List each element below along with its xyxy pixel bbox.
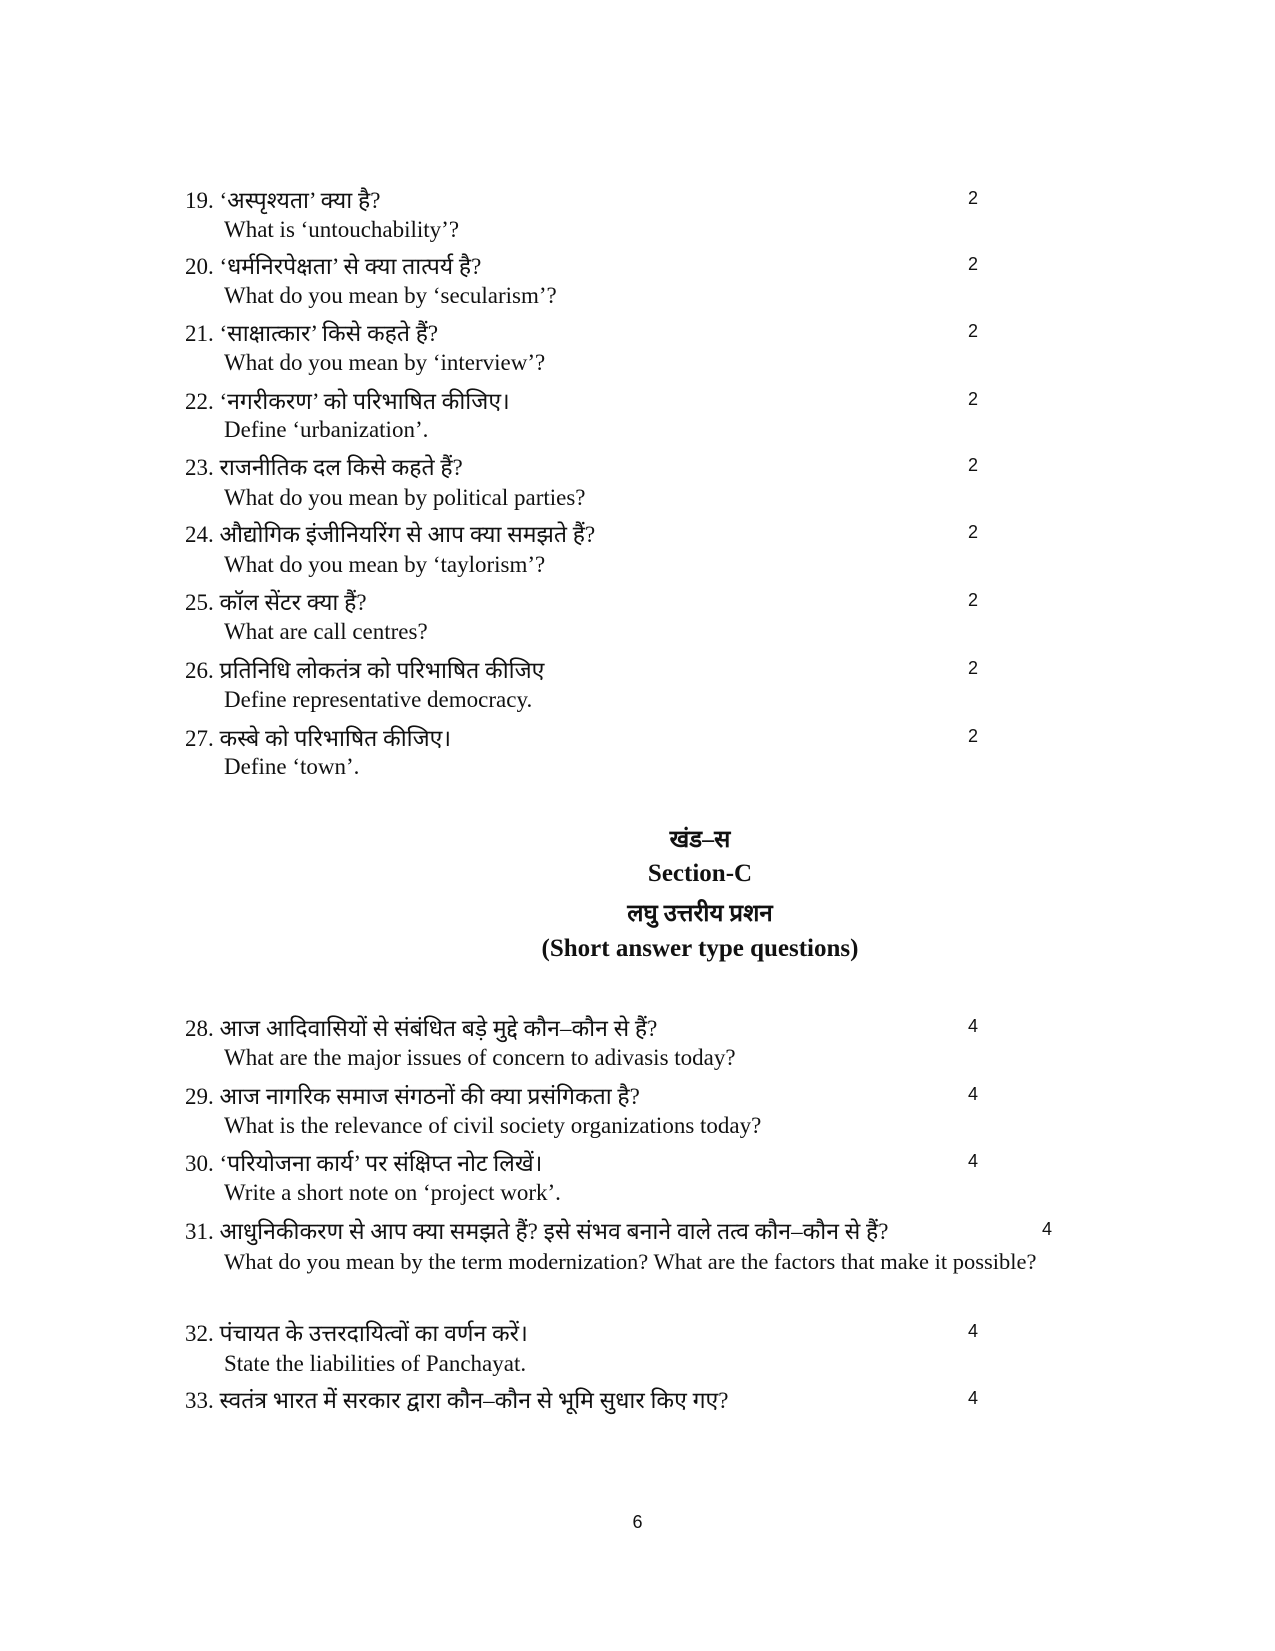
question-31-hindi: 31. आधुनिकीकरण से आप क्या समझते हैं? इसे संभव बनाने वाले तत्व कौन–कौन से हैं? (185, 1219, 889, 1244)
question-25-marks: 2 (968, 590, 979, 610)
question-27-english: Define ‘town’. (224, 754, 360, 779)
question-29-hindi: 29. आज नागरिक समाज संगठनों की क्या प्रसंगिकता है? (185, 1084, 640, 1109)
question-19-marks: 2 (968, 188, 979, 208)
question-20-hindi: 20. ‘धर्मनिरपेक्षता’ से क्या तात्पर्य है? (185, 254, 482, 279)
question-25-hindi: 25. कॉल सेंटर क्या हैं? (185, 590, 367, 615)
question-19-english: What is ‘untouchability’? (224, 217, 460, 242)
question-22-hindi: 22. ‘नगरीकरण’ को परिभाषित कीजिए। (185, 389, 510, 414)
question-24-english: What do you mean by ‘taylorism’? (224, 552, 546, 577)
question-24-hindi: 24. औद्योगिक इंजीनियरिंग से आप क्या समझते हैं? (185, 522, 596, 547)
question-19-hindi: 19. ‘अस्पृश्यता’ क्या है? (185, 188, 381, 213)
question-20-marks: 2 (968, 254, 979, 274)
question-33-marks: 4 (968, 1388, 979, 1408)
question-21-marks: 2 (968, 321, 979, 341)
question-20-english: What do you mean by ‘secularism’? (224, 283, 557, 308)
question-22-english: Define ‘urbanization’. (224, 417, 429, 442)
page-number: 6 (632, 1512, 643, 1532)
question-30-hindi: 30. ‘परियोजना कार्य’ पर संक्षिप्त नोट लिखें। (185, 1151, 543, 1176)
question-29-marks: 4 (968, 1084, 979, 1104)
question-28-english: What are the major issues of concern to adivasis today? (224, 1045, 736, 1070)
section-hindi-subtitle: लघु उत्तरीय प्रशन (627, 901, 773, 927)
question-23-hindi: 23. राजनीतिक दल किसे कहते हैं? (185, 455, 463, 480)
question-21-english: What do you mean by ‘interview’? (224, 350, 546, 375)
question-27-hindi: 27. कस्बे को परिभाषित कीजिए। (185, 726, 452, 751)
section-english-subtitle: (Short answer type questions) (541, 935, 859, 962)
question-30-marks: 4 (968, 1151, 979, 1171)
question-26-marks: 2 (968, 658, 979, 678)
section-english-title: Section-C (647, 860, 753, 887)
question-32-marks: 4 (968, 1321, 979, 1341)
question-23-english: What do you mean by political parties? (224, 485, 586, 510)
question-26-english: Define representative democracy. (224, 687, 533, 712)
question-25-english: What are call centres? (224, 619, 428, 644)
question-27-marks: 2 (968, 726, 979, 746)
question-21-hindi: 21. ‘साक्षात्कार’ किसे कहते हैं? (185, 321, 439, 346)
question-22-marks: 2 (968, 389, 979, 409)
question-26-hindi: 26. प्रतिनिधि लोकतंत्र को परिभाषित कीजिए (185, 658, 545, 683)
question-23-marks: 2 (968, 455, 979, 475)
question-28-marks: 4 (968, 1016, 979, 1036)
question-32-hindi: 32. पंचायत के उत्तरदायित्वों का वर्णन करें। (185, 1321, 528, 1346)
question-24-marks: 2 (968, 522, 979, 542)
question-32-english: State the liabilities of Panchayat. (224, 1351, 527, 1376)
section-hindi-title: खंड–स (669, 827, 731, 853)
question-29-english: What is the relevance of civil society organizations today? (224, 1113, 762, 1138)
question-31-marks: 4 (1042, 1219, 1053, 1239)
question-33-hindi: 33. स्वतंत्र भारत में सरकार द्वारा कौन–कौन से भूमि सुधार किए गए? (185, 1388, 729, 1413)
question-28-hindi: 28. आज आदिवासियों से संबंधित बड़े मुद्दे कौन–कौन से हैं? (185, 1016, 658, 1041)
question-31-english: What do you mean by the term modernization? What are the factors that make it possible? (224, 1249, 1037, 1274)
question-30-english: Write a short note on ‘project work’. (224, 1180, 561, 1205)
